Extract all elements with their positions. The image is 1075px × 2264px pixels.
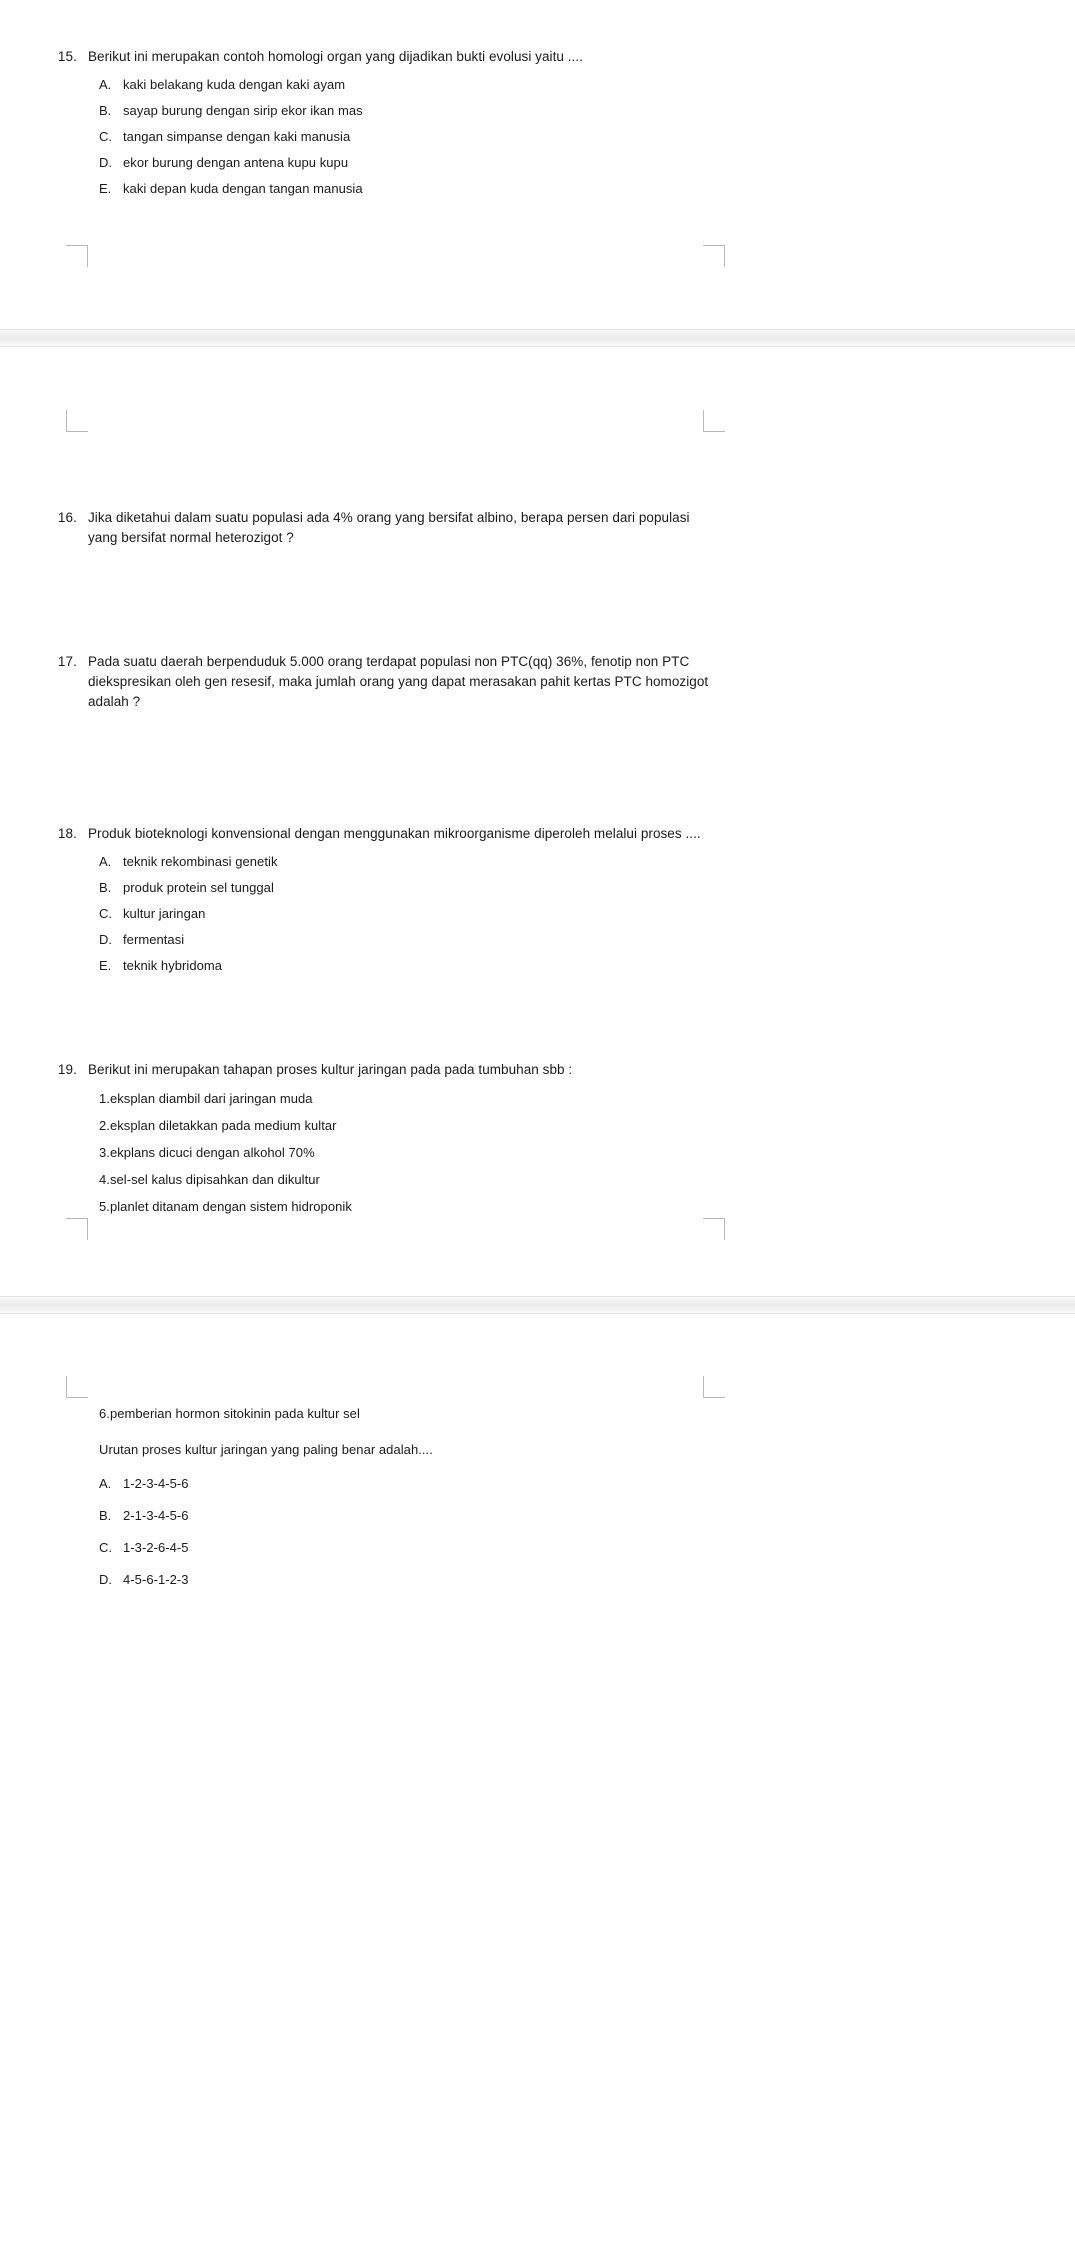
- option-label: 1-3-2-6-4-5: [123, 1540, 189, 1555]
- option-label: teknik rekombinasi genetik: [123, 854, 278, 869]
- option-key: E.: [99, 181, 112, 196]
- page-break-separator-1: [0, 329, 1075, 347]
- question-number-18: 18.: [57, 826, 77, 841]
- option-19-c[interactable]: [99, 1538, 714, 1570]
- option-label: 1-2-3-4-5-6: [123, 1476, 189, 1491]
- page-break-separator-2: [0, 1296, 1075, 1314]
- question-stem-15: [54, 47, 714, 67]
- question-block-15: [54, 47, 714, 205]
- option-key: A.: [99, 77, 112, 92]
- option-key: C.: [99, 906, 112, 921]
- question-stem-16: [54, 508, 714, 548]
- question-stem-18: [54, 824, 714, 844]
- question-text-15: Berikut ini merupakan contoh homologi organ yang dijadikan bukti evolusi yaitu ....: [88, 49, 583, 64]
- option-list-18: [54, 852, 714, 982]
- question-number-17: 17.: [57, 654, 77, 669]
- option-18-e[interactable]: [99, 956, 714, 982]
- question-19-lead-in: Urutan proses kultur jaringan yang paling benar adalah....: [99, 1442, 433, 1457]
- question-number-15: 15.: [57, 49, 77, 64]
- option-key: A.: [99, 854, 112, 869]
- option-label: teknik hybridoma: [123, 958, 223, 973]
- option-key: A.: [99, 1476, 112, 1491]
- crop-mark-top-right-1: [703, 245, 725, 267]
- option-18-d[interactable]: [99, 930, 714, 956]
- option-key: B.: [99, 103, 112, 118]
- question-number-16: 16.: [57, 510, 77, 525]
- option-15-e[interactable]: [99, 179, 714, 205]
- question-stem-19: [54, 1060, 714, 1080]
- question-stem-17: [54, 652, 714, 712]
- option-key: D.: [99, 932, 112, 947]
- option-label: kultur jaringan: [123, 906, 206, 921]
- option-15-c[interactable]: [99, 127, 714, 153]
- crop-mark-top-left-1: [66, 245, 88, 267]
- option-18-b[interactable]: [99, 878, 714, 904]
- option-key: E.: [99, 958, 112, 973]
- option-key: B.: [99, 880, 112, 895]
- question-block-17: [54, 652, 714, 712]
- option-label: kaki belakang kuda dengan kaki ayam: [123, 77, 346, 92]
- option-label: sayap burung dengan sirip ekor ikan mas: [123, 103, 363, 118]
- step-item: 2.eksplan diletakkan pada medium kultar: [99, 1118, 337, 1133]
- option-19-d[interactable]: [99, 1570, 714, 1602]
- option-label: ekor burung dengan antena kupu kupu: [123, 155, 349, 170]
- crop-mark-bottom-left-1: [66, 410, 88, 432]
- option-18-c[interactable]: [99, 904, 714, 930]
- step-item: 3.ekplans dicuci dengan alkohol 70%: [99, 1145, 315, 1160]
- option-19-a[interactable]: [99, 1474, 714, 1506]
- option-list-15: [54, 75, 714, 205]
- option-key: D.: [99, 1572, 112, 1587]
- question-block-16: [54, 508, 714, 548]
- option-key: C.: [99, 1540, 112, 1555]
- option-key: D.: [99, 155, 112, 170]
- question-text-16: Jika diketahui dalam suatu populasi ada 4% orang yang bersifat albino, berapa persen dari populasi yang bersifat normal heterozigot ?: [88, 510, 694, 545]
- option-label: tangan simpanse dengan kaki manusia: [123, 129, 351, 144]
- option-label: fermentasi: [123, 932, 185, 947]
- option-label: kaki depan kuda dengan tangan manusia: [123, 181, 363, 196]
- option-18-a[interactable]: [99, 852, 714, 878]
- option-key: C.: [99, 129, 112, 144]
- option-label: 2-1-3-4-5-6: [123, 1508, 189, 1523]
- option-list-19: [54, 1474, 714, 1602]
- option-key: B.: [99, 1508, 112, 1523]
- step-list-19-part2: [54, 1404, 714, 1431]
- question-text-19: Berikut ini merupakan tahapan proses kultur jaringan pada pada tumbuhan sbb :: [88, 1062, 573, 1077]
- step-item: 4.sel-sel kalus dipisahkan dan dikultur: [99, 1172, 320, 1187]
- option-label: produk protein sel tunggal: [123, 880, 274, 895]
- question-number-19: 19.: [57, 1062, 77, 1077]
- crop-mark-bottom-right-2: [703, 1376, 725, 1398]
- step-item: 5.planlet ditanam dengan sistem hidroponik: [99, 1199, 352, 1214]
- option-19-b[interactable]: [99, 1506, 714, 1538]
- option-label: 4-5-6-1-2-3: [123, 1572, 189, 1587]
- option-15-b[interactable]: [99, 101, 714, 127]
- question-block-18: [54, 824, 714, 982]
- question-block-19-continued: [54, 1404, 714, 1602]
- step-item: 6.pemberian hormon sitokinin pada kultur sel: [99, 1406, 360, 1421]
- crop-mark-bottom-right-1: [703, 410, 725, 432]
- step-list-19-part1: [54, 1089, 714, 1224]
- question-text-18: Produk bioteknologi konvensional dengan menggunakan mikroorganisme diperoleh melalui proses ....: [88, 826, 701, 841]
- crop-mark-bottom-left-2: [66, 1376, 88, 1398]
- question-block-19: [54, 1060, 714, 1224]
- question-text-17: Pada suatu daerah berpenduduk 5.000 orang terdapat populasi non PTC(qq) 36%, fenotip non PTC diekspresikan oleh gen resesif, maka jumlah orang yang dapat merasakan pahit kertas PTC homozigot adalah ?: [88, 654, 712, 709]
- option-15-a[interactable]: [99, 75, 714, 101]
- step-item: 1.eksplan diambil dari jaringan muda: [99, 1091, 313, 1106]
- option-15-d[interactable]: [99, 153, 714, 179]
